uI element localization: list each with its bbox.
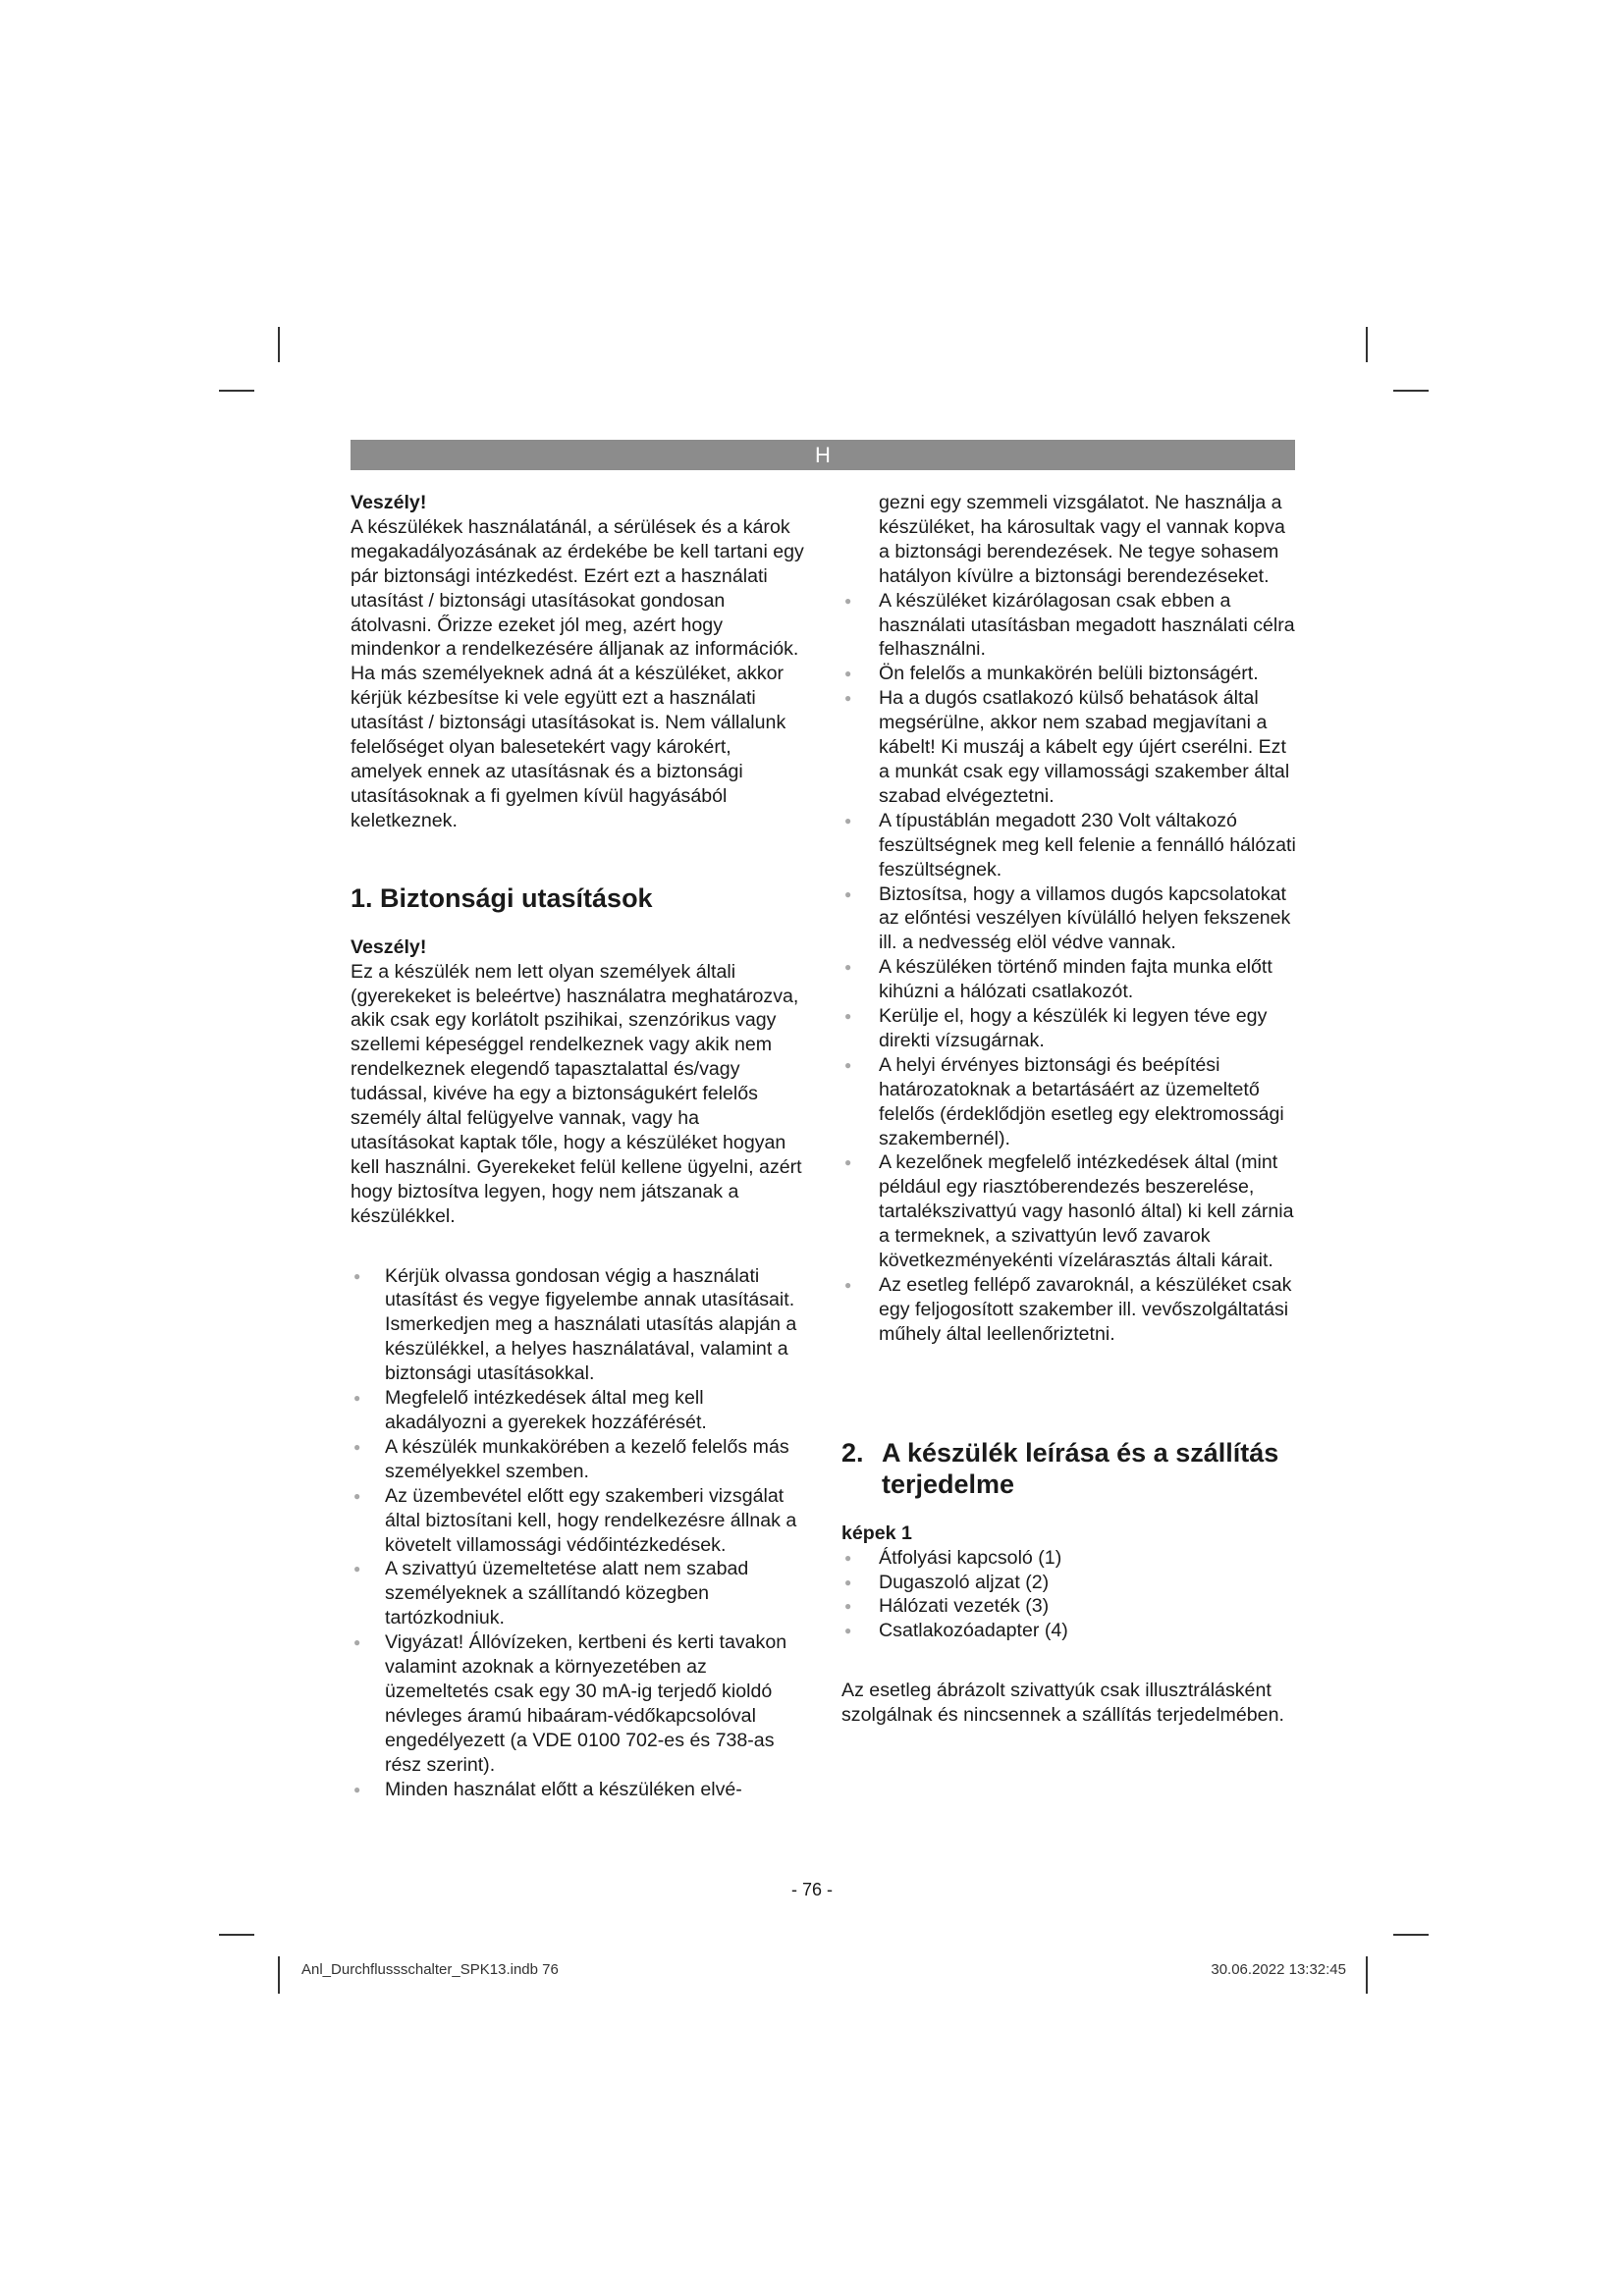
section-heading-description bbox=[841, 1437, 1298, 1500]
language-code: H bbox=[815, 443, 831, 467]
list-item: ● A helyi érvényes biztonsági és beépítési határozatoknak a betartásáért az üzemeltető felelős (érdeklődjön esetleg egy elektromossági szakembernél). bbox=[841, 1053, 1298, 1151]
list-item: ● Hálózati vezeték (3) bbox=[841, 1594, 1298, 1619]
list-item: ● Vigyázat! Állóvízeken, kertbeni és kerti tavakon valamint azoknak a környezetében az üzemeltetés csak egy 30 mA-ig terjedő kioldó névleges áramú hibaáram-védőkapcsolóval engedélyezett (a VDE 0100 702-es és 738-as rész szerint). bbox=[351, 1630, 805, 1777]
footer-file-info: Anl_Durchflussschalter_SPK13.indb 76 bbox=[301, 1961, 559, 1978]
list-item: ● Kerülje el, hogy a készülék ki legyen téve egy direkti vízsugárnak. bbox=[841, 1004, 1298, 1053]
warning-text: A készülékek használatánál, a sérülések és a károk megakadályozásának az érdekébe be kell tartani egy pár biztonsági intézkedést. Ezért ezt a használati utasítást / biztonsági utasításokat gondosan átolvasni. Őrizze ezeket jól meg, azért hogy mindenkor a rendelkezésére álljanak az információk. Ha más személyeknek adná át a készüléket, akkor kérjük kézbesítse ki vele együtt ezt a használati utasítást / biztonsági utasításokat is. Nem vállalunk felelőséget olyan balesetekért vagy károkért, amelyek ennek az utasításnak és a biztonsági utasításoknak a fi gyelmen kívül hagyásából keletkeznek. bbox=[351, 515, 804, 831]
list-item: ● A készülék munkakörében a kezelő felelős más személyekkel szemben. bbox=[351, 1435, 805, 1484]
crop-mark-bottom-left-horizontal bbox=[219, 1934, 254, 1936]
list-item: ● Dugaszoló aljzat (2) bbox=[841, 1571, 1298, 1595]
crop-mark-top-right-vertical bbox=[1366, 327, 1368, 362]
language-header-bar bbox=[351, 440, 1295, 470]
list-item: ● Csatlakozóadapter (4) bbox=[841, 1619, 1298, 1643]
crop-mark-top-right-horizontal bbox=[1393, 390, 1429, 392]
left-column bbox=[351, 491, 805, 1802]
crop-mark-top-left-vertical bbox=[278, 327, 280, 362]
note-text: Az esetleg ábrázolt szivattyúk csak illusztrálásként szolgálnak és nincsennek a szállítás terjedelmében. bbox=[841, 1680, 1284, 1727]
warning-title: Veszély! bbox=[351, 492, 427, 513]
list-item: ● Az esetleg fellépő zavaroknál, a készüléket csak egy feljogosított szakember ill. vevőszolgáltatási műhely által leellenőriztetni. bbox=[841, 1273, 1298, 1347]
list-item: ● Átfolyási kapcsoló (1) bbox=[841, 1546, 1298, 1571]
list-item: ● A kezelőnek megfelelő intézkedések által (mint például egy riasztóberendezés beszerelése, tartalékszivattyú vagy hasonló által) ki kell zárnia a termeknek, a szivattyún levő zavarok következményekénti vízelárasztás általi kárait. bbox=[841, 1150, 1298, 1273]
crop-mark-top-left-horizontal bbox=[219, 390, 254, 392]
continued-text: gezni egy szemmeli vizsgálatot. Ne használja a készüléket, ha károsultak vagy el vannak kopva a biztonsági berendezések. Ne tegye sohasem hatályon kívülre a biztonsági berendezéseket. bbox=[879, 492, 1285, 587]
figure-label: képek 1 bbox=[841, 1522, 912, 1544]
warning-title: Veszély! bbox=[351, 935, 427, 958]
list-item: ● Ön felelős a munkakörén belüli biztonságért. bbox=[841, 662, 1298, 686]
footer-datetime: 30.06.2022 13:32:45 bbox=[1211, 1961, 1346, 1978]
list-item: ● A típustáblán megadott 230 Volt váltakozó feszültségnek meg kell felenie a fennálló hálózati feszültségnek. bbox=[841, 809, 1298, 882]
section-number: 2. bbox=[841, 1437, 864, 1468]
list-item: ● A készüléken történő minden fajta munka előtt kihúzni a hálózati csatlakozót. bbox=[841, 955, 1298, 1004]
list-item: ● A készüléket kizárólagosan csak ebben a használati utasításban megadott használati célra felhasználni. bbox=[841, 589, 1298, 663]
crop-mark-bottom-right-vertical bbox=[1366, 1956, 1368, 1994]
list-item: ● A szivattyú üzemeltetése alatt nem szabad személyeknek a szállítandó közegben tartózkodniuk. bbox=[351, 1557, 805, 1630]
warning-text: Ez a készülék nem lett olyan személyek általi (gyerekeket is beleértve) használatra meghatározva, akik csak egy korlátolt pszihikai, szenzórikus vagy szellemi képeséggel rendelkeznek vagy akik nem rendelkeznek elegendő tapasztalattal és/vagy tudással, kivéve ha egy a biztonságukért felelős személy által felügyelve vannak, vagy ha utasításokat kaptak tőle, hogy a készüléket hogyan kell használni. Gyerekeket felül kellene ügyelni, azért hogy biztosítva legyen, hogy nem játszanak a készülékkel. bbox=[351, 960, 802, 1227]
list-item: ● Biztosítsa, hogy a villamos dugós kapcsolatokat az előntési veszélyen kívülálló helyen fekszenek ill. a nedvesség elöl védve vannak. bbox=[841, 882, 1298, 956]
section-title: A készülék leírása és a szállítás terjedelme bbox=[882, 1437, 1279, 1499]
list-item: ● Ha a dugós csatlakozó külső behatások által megsérülne, akkor nem szabad megjavítani a kábelt! Ki muszáj a kábelt egy újért cserélni. Ezt a munkát csak egy villamossági szakember által szabad elvégeztetni. bbox=[841, 686, 1298, 809]
crop-mark-bottom-left-vertical bbox=[278, 1956, 280, 1994]
page-number: - 76 - bbox=[790, 1880, 833, 1899]
list-item: ● Megfelelő intézkedések által meg kell akadályozni a gyerekek hozzáférését. bbox=[351, 1386, 805, 1435]
list-item: ● Minden használat előtt a készüléken elvé- bbox=[351, 1778, 805, 1802]
crop-mark-bottom-right-horizontal bbox=[1393, 1934, 1429, 1936]
list-item: ● Az üzembevétel előtt egy szakemberi vizsgálat által biztosítani kell, hogy rendelkezésre állnak a követelt villamossági védőintézkedések. bbox=[351, 1484, 805, 1558]
section-heading-safety: 1. Biztonsági utasítások bbox=[351, 882, 653, 913]
list-item: ● Kérjük olvassa gondosan végig a használati utasítást és vegye figyelembe annak utasításait. Ismerkedjen meg a használati utasítás alapján a készülékkel, a helyes használatával, valamint a biztonsági utasításokkal. bbox=[351, 1264, 805, 1387]
right-column bbox=[841, 491, 1298, 1728]
